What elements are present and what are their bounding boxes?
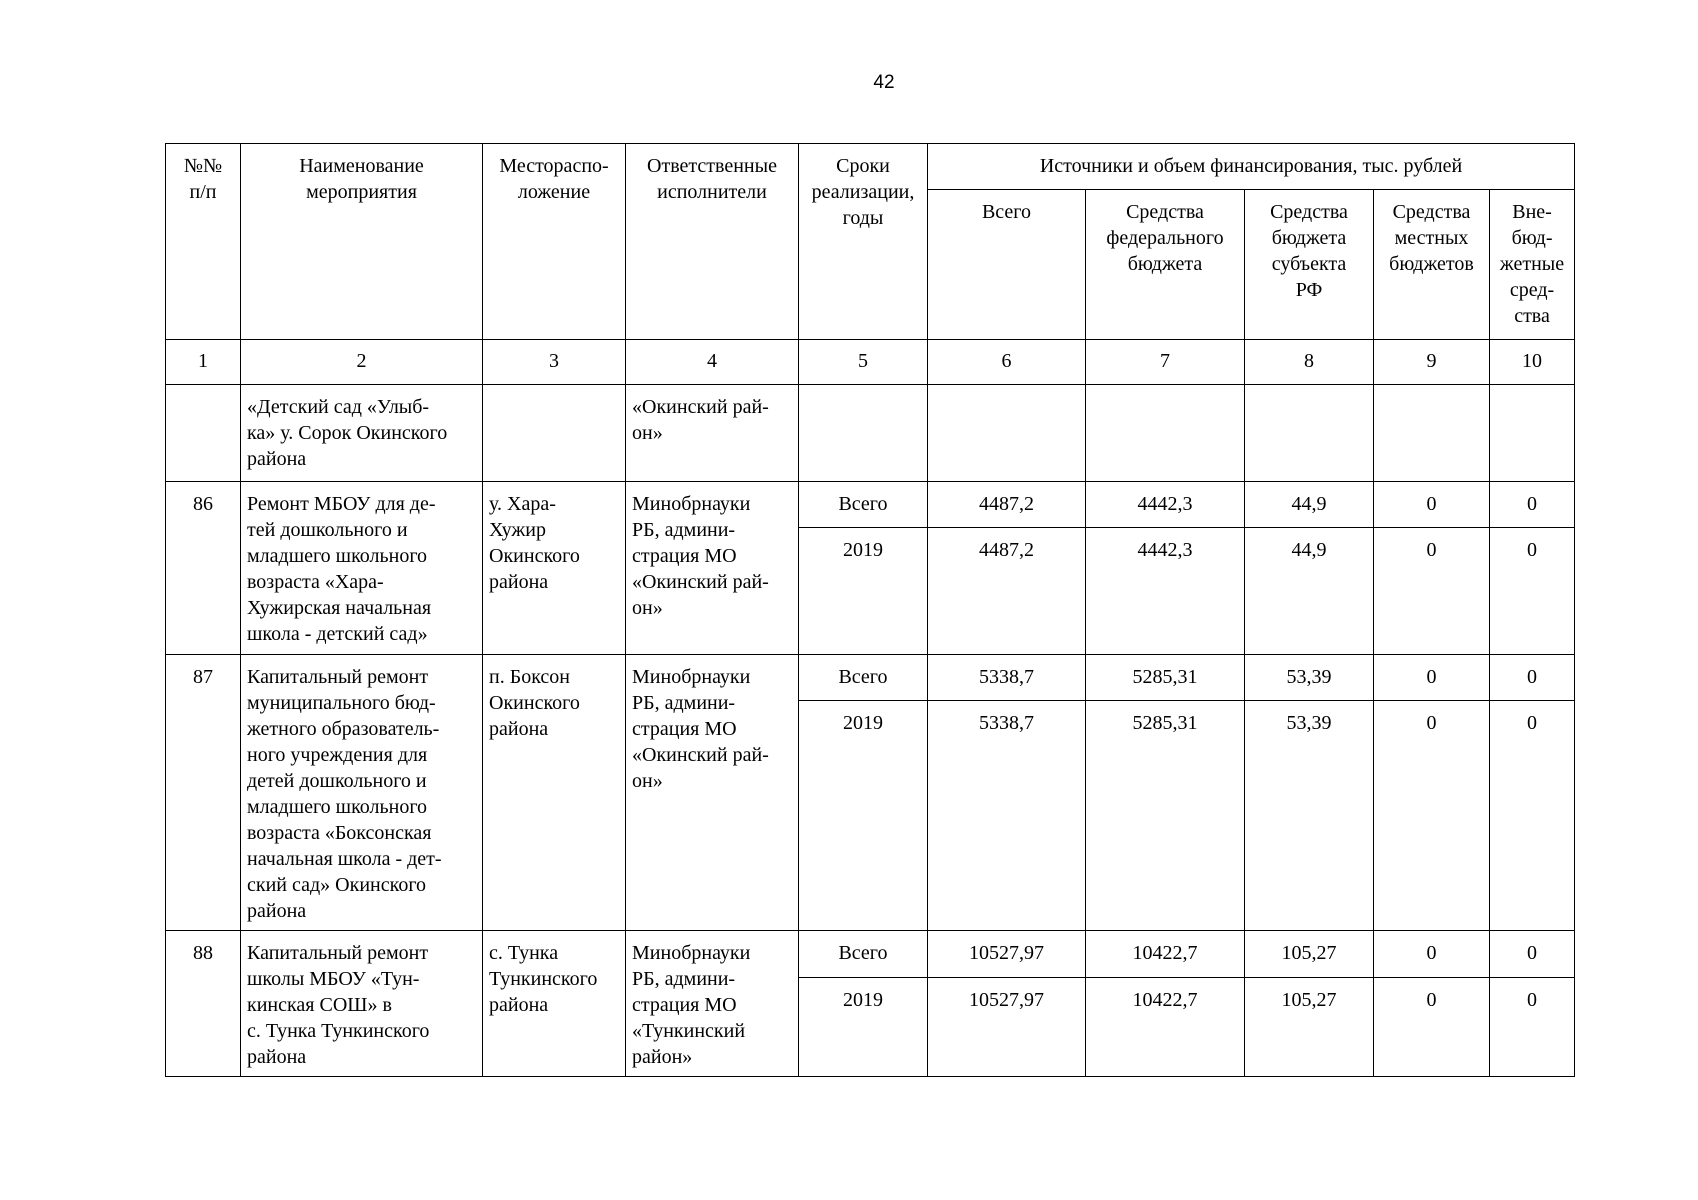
header-name: Наименование мероприятия xyxy=(241,144,483,340)
subject-cell: 53,39 xyxy=(1245,655,1374,701)
column-number: 8 xyxy=(1245,340,1374,385)
item-location: у. Хара- Хужир Окинского района xyxy=(483,482,626,655)
item-number: 87 xyxy=(166,655,241,931)
header-subject: Средства бюджета субъекта РФ xyxy=(1245,190,1374,340)
empty-cell xyxy=(799,385,928,482)
local-cell: 0 xyxy=(1374,655,1490,701)
column-number: 7 xyxy=(1086,340,1245,385)
extra-cell: 0 xyxy=(1490,931,1575,978)
financing-table xyxy=(165,143,1575,1077)
table-row xyxy=(166,931,1575,978)
header-row xyxy=(166,144,1575,190)
local-cell: 0 xyxy=(1374,931,1490,978)
item-executors: Минобрнауки РБ, админи- страция МО «Тункинский район» xyxy=(626,931,799,1077)
item-name: Капитальный ремонт муниципального бюд- жетного образователь- ного учреждения для детей дошкольного и младшего школьного возраста «Боксонская начальная школа - дет- ский сад» Окинского района xyxy=(241,655,483,931)
empty-cell xyxy=(483,385,626,482)
subject-cell: 105,27 xyxy=(1245,977,1374,1076)
item-name: Капитальный ремонт школы МБОУ «Тун- кинская СОШ» в с. Тунка Тункинского района xyxy=(241,931,483,1077)
table-row xyxy=(166,482,1575,528)
empty-cell xyxy=(1490,385,1575,482)
item-name: Ремонт МБОУ для де- тей дошкольного и младшего школьного возраста «Хара- Хужирская начальная школа - детский сад» xyxy=(241,482,483,655)
total-cell: 10527,97 xyxy=(928,977,1086,1076)
extra-cell: 0 xyxy=(1490,701,1575,931)
column-number: 5 xyxy=(799,340,928,385)
period-cell: 2019 xyxy=(799,528,928,655)
period-cell: Всего xyxy=(799,931,928,978)
local-cell: 0 xyxy=(1374,482,1490,528)
empty-cell xyxy=(166,385,241,482)
empty-cell xyxy=(1245,385,1374,482)
column-number: 1 xyxy=(166,340,241,385)
federal-cell: 5285,31 xyxy=(1086,655,1245,701)
empty-cell xyxy=(1086,385,1245,482)
subject-cell: 53,39 xyxy=(1245,701,1374,931)
total-cell: 4487,2 xyxy=(928,482,1086,528)
local-cell: 0 xyxy=(1374,701,1490,931)
item-location: п. Боксон Окинского района xyxy=(483,655,626,931)
header-period: Сроки реализации, годы xyxy=(799,144,928,340)
table-row xyxy=(166,655,1575,701)
column-number: 4 xyxy=(626,340,799,385)
total-cell: 10527,97 xyxy=(928,931,1086,978)
period-cell: Всего xyxy=(799,655,928,701)
extra-cell: 0 xyxy=(1490,655,1575,701)
federal-cell: 4442,3 xyxy=(1086,528,1245,655)
extra-cell: 0 xyxy=(1490,482,1575,528)
period-cell: 2019 xyxy=(799,701,928,931)
item-number: 88 xyxy=(166,931,241,1077)
column-number-row xyxy=(166,340,1575,385)
empty-cell xyxy=(928,385,1086,482)
subject-cell: 44,9 xyxy=(1245,528,1374,655)
column-number: 10 xyxy=(1490,340,1575,385)
column-number: 3 xyxy=(483,340,626,385)
column-number: 9 xyxy=(1374,340,1490,385)
header-executors: Ответственные исполнители xyxy=(626,144,799,340)
subject-cell: 44,9 xyxy=(1245,482,1374,528)
local-cell: 0 xyxy=(1374,977,1490,1076)
header-num: №№ п/п xyxy=(166,144,241,340)
federal-cell: 5285,31 xyxy=(1086,701,1245,931)
federal-cell: 10422,7 xyxy=(1086,931,1245,978)
header-federal: Средства федерального бюджета xyxy=(1086,190,1245,340)
column-number: 2 xyxy=(241,340,483,385)
item-executors: «Окинский рай- он» xyxy=(626,385,799,482)
column-number: 6 xyxy=(928,340,1086,385)
continuation-row xyxy=(166,385,1575,482)
federal-cell: 4442,3 xyxy=(1086,482,1245,528)
extra-cell: 0 xyxy=(1490,977,1575,1076)
period-cell: 2019 xyxy=(799,977,928,1076)
header-local: Средства местных бюджетов xyxy=(1374,190,1490,340)
federal-cell: 10422,7 xyxy=(1086,977,1245,1076)
subject-cell: 105,27 xyxy=(1245,931,1374,978)
total-cell: 5338,7 xyxy=(928,701,1086,931)
header-financing: Источники и объем финансирования, тыс. рублей xyxy=(928,144,1575,190)
header-total: Всего xyxy=(928,190,1086,340)
total-cell: 4487,2 xyxy=(928,528,1086,655)
item-name: «Детский сад «Улыб- ка» у. Сорок Окинского района xyxy=(241,385,483,482)
empty-cell xyxy=(1374,385,1490,482)
header-location: Местораспо- ложение xyxy=(483,144,626,340)
period-cell: Всего xyxy=(799,482,928,528)
header-extra: Вне- бюд- жетные сред- ства xyxy=(1490,190,1575,340)
local-cell: 0 xyxy=(1374,528,1490,655)
page-number: 42 xyxy=(873,72,895,93)
total-cell: 5338,7 xyxy=(928,655,1086,701)
extra-cell: 0 xyxy=(1490,528,1575,655)
item-executors: Минобрнауки РБ, админи- страция МО «Окинский рай- он» xyxy=(626,655,799,931)
item-location: с. Тунка Тункинского района xyxy=(483,931,626,1077)
item-number: 86 xyxy=(166,482,241,655)
item-executors: Минобрнауки РБ, админи- страция МО «Окинский рай- он» xyxy=(626,482,799,655)
